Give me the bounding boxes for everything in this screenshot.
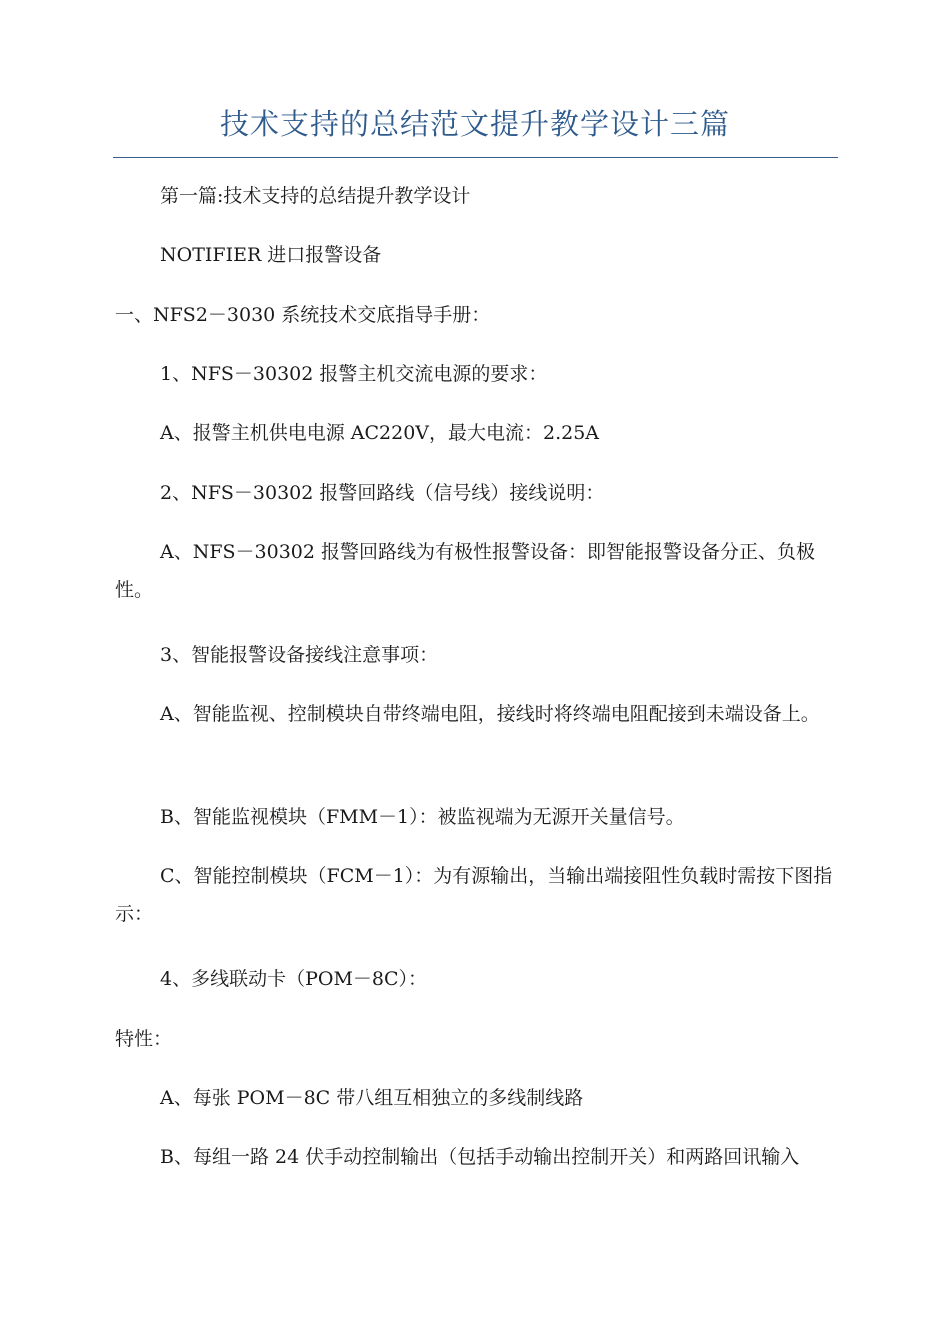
paragraph-item-3a: A、智能监视、控制模块自带终端电阻，接线时将终端电阻配接到未端设备上。 (160, 703, 820, 725)
title-divider (113, 157, 838, 158)
paragraph-section-heading: 第一篇:技术支持的总结提升教学设计 (160, 185, 471, 207)
paragraph-manual-heading: 一、NFS2－3030 系统技术交底指导手册： (115, 304, 491, 326)
paragraph-features-label: 特性： (115, 1028, 173, 1050)
document-title: 技术支持的总结范文提升教学设计三篇 (219, 107, 730, 141)
paragraph-item-4: 4、多线联动卡（POM－8C）： (160, 968, 428, 990)
paragraph-item-1: 1、NFS－30302 报警主机交流电源的要求： (160, 363, 548, 385)
paragraph-item-3: 3、智能报警设备接线注意事项： (160, 644, 439, 666)
paragraph-item-3b: B、智能监视模块（FMM－1）：被监视端为无源开关量信号。 (160, 806, 685, 828)
paragraph-item-2: 2、NFS－30302 报警回路线（信号线）接线说明： (160, 482, 605, 504)
paragraph-item-3c: C、智能控制模块（FCM－1）：为有源输出，当输出端接阻性负载时需按下图指示： (115, 865, 833, 925)
paragraph-feature-b: B、每组一路 24 伏手动控制输出（包括手动输出控制开关）和两路回讯输入 (160, 1146, 800, 1168)
paragraph-brand: NOTIFIER 进口报警设备 (160, 244, 382, 266)
paragraph-item-1a: A、报警主机供电电源 AC220V，最大电流：2.25A (160, 422, 600, 444)
paragraph-item-2a: A、NFS－30302 报警回路线为有极性报警设备：即智能报警设备分正、负极性。 (115, 541, 816, 601)
paragraph-feature-a: A、每张 POM－8C 带八组互相独立的多线制线路 (160, 1087, 584, 1109)
